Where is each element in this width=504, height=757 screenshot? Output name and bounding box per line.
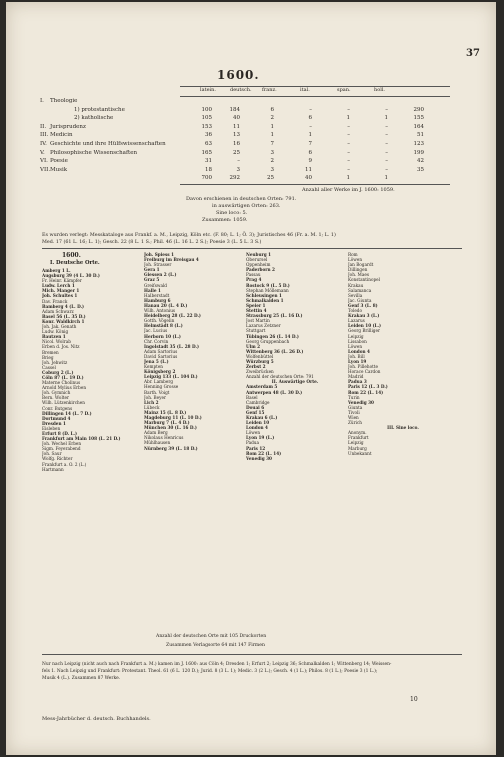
table-cell: 155 bbox=[413, 115, 424, 122]
list-item: Conr. Butgens bbox=[42, 405, 73, 411]
table-cell: 6 bbox=[308, 115, 312, 122]
table-cell: 1 bbox=[346, 175, 350, 182]
list-item: Konr. Waldkirch 1 bbox=[42, 318, 85, 324]
table-cell: 1 bbox=[308, 132, 312, 139]
list-item: Neuburg 1 bbox=[246, 252, 272, 257]
list-item: Georg Brilliger bbox=[348, 328, 380, 334]
divider bbox=[42, 654, 462, 655]
list-item: Giessen 2 (L.) bbox=[144, 272, 177, 278]
list-item: Nürnberg 39 (L. 18 D.) bbox=[144, 445, 198, 451]
row-number: III. bbox=[40, 132, 49, 139]
table-cell: – bbox=[385, 123, 388, 130]
list-item: Gera 1 bbox=[144, 267, 160, 273]
row-number: II. bbox=[40, 123, 47, 130]
col-header: latein. bbox=[200, 87, 216, 93]
list-item: Zerbst 2 bbox=[246, 364, 266, 370]
list-item: Wittenberg 36 (L. 26 D.) bbox=[246, 348, 304, 354]
row-label: Theologie bbox=[50, 98, 78, 104]
table-cell: 63 bbox=[205, 141, 212, 147]
list-item: Stephan Möllemann bbox=[246, 287, 289, 293]
table-cell: 11 bbox=[233, 123, 240, 130]
list-item: Jena 5 (L.) bbox=[144, 358, 169, 364]
list-item: Jan Bogardt bbox=[348, 262, 374, 268]
list-item: Eisleben bbox=[42, 425, 61, 431]
list-item: Joh. Pillehotte bbox=[348, 364, 378, 370]
column-total: Anzahl der deutschen Orte mit 105 Druckorten bbox=[156, 634, 267, 639]
list-item: Lübeck bbox=[144, 404, 160, 410]
list-item: Magdeburg 11 (L. 10 D.) bbox=[144, 415, 202, 420]
list-item: Herborn 10 (L.) bbox=[144, 333, 181, 339]
page-number: 37 bbox=[466, 48, 480, 59]
list-item: Lyon 19 (L.) bbox=[246, 435, 275, 441]
list-item: Jac. Giunta bbox=[348, 297, 372, 303]
table-cell: – bbox=[347, 158, 350, 165]
list-item: Ulm 2 bbox=[246, 343, 261, 349]
row-label: 1) protestantische bbox=[74, 106, 125, 113]
table-cell: – bbox=[385, 141, 388, 147]
row-number: V. bbox=[40, 149, 45, 156]
list-item: Lissabon bbox=[348, 338, 367, 344]
list-item: Wilh. Antonius bbox=[144, 308, 176, 314]
table-cell: 51 bbox=[417, 132, 424, 139]
column-1 bbox=[42, 268, 140, 634]
table-cell: 1 bbox=[384, 175, 388, 182]
table-cell: 1 bbox=[270, 132, 274, 139]
list-item: Marburg 7 (L. 4 D.) bbox=[144, 420, 190, 426]
table-cell: – bbox=[385, 106, 388, 113]
list-item: Joh. Jak. Genath bbox=[42, 324, 77, 330]
row-label: Geschichte und ihre Hülfswissenschaften bbox=[50, 141, 166, 147]
list-item: David Sartorius bbox=[144, 353, 178, 359]
list-item: Padua 3 bbox=[348, 379, 367, 385]
table-cell: 13 bbox=[233, 132, 240, 139]
list-item: Helmstädt 8 (L.) bbox=[144, 323, 183, 329]
col-header: span. bbox=[337, 87, 351, 93]
row-number: I. bbox=[40, 98, 44, 104]
list-item: Basel bbox=[246, 394, 258, 400]
list-item: Joh. Maes bbox=[348, 272, 369, 278]
list-item: Dillingen bbox=[348, 267, 368, 273]
list-item: Rom 22 (L. 14) bbox=[246, 450, 282, 456]
detail-line: Es wurden verlegt: Messkataloge aus Frankf. a. M., Leipzig, Köln etc. (F. 80; L. 1; Ö. 3); Juristisches 46 (Fr. a. M. 1; L. 1) bbox=[42, 233, 336, 238]
table-cell: 100 bbox=[201, 106, 212, 113]
col-header: ital. bbox=[300, 87, 310, 93]
list-item: Joh. Jehwitz bbox=[42, 359, 68, 365]
list-item: Dillingen 14 (L. 7 D.) bbox=[42, 410, 92, 416]
row-label: 2) katholische bbox=[74, 115, 114, 122]
list-item: Lazarus bbox=[348, 318, 365, 324]
list-item: München 30 (L. 16 D.) bbox=[144, 425, 197, 431]
list-item: Würzburg 5 bbox=[246, 358, 274, 364]
row-number: IV. bbox=[40, 141, 47, 147]
list-item: Unbekannt bbox=[348, 450, 372, 456]
list-item: Genf 3 (L. 8) bbox=[348, 302, 378, 308]
list-item: Wilh. Lützenkirchen bbox=[42, 400, 85, 406]
list-item: Oberursel bbox=[246, 257, 268, 263]
list-item: Georg Gruppenbach bbox=[246, 338, 290, 344]
footer-source: Mess-Jahrbücher d. deutsch. Buchhandels. bbox=[42, 716, 151, 722]
col-header: holl. bbox=[374, 87, 386, 93]
list-item: Bern. Wolter bbox=[42, 395, 69, 401]
table-cell: – bbox=[347, 123, 350, 130]
list-item: II. Auswärtige Orte. bbox=[271, 379, 319, 385]
table-cell: – bbox=[309, 106, 312, 113]
list-item: Mainz 15 (L. 8 D.) bbox=[144, 409, 187, 415]
row-label: Poesie bbox=[50, 158, 68, 165]
list-item: Schleusingen 1 bbox=[246, 292, 282, 298]
list-item: Frankfurt a. O. 2 (L.) bbox=[42, 461, 87, 467]
table-cell: 6 bbox=[308, 149, 312, 156]
list-item: Joh. Bill bbox=[348, 353, 365, 359]
column-year: 1600. bbox=[62, 252, 81, 259]
list-item: Löwen bbox=[348, 257, 363, 263]
list-item: Genf 15 bbox=[246, 409, 265, 415]
list-item: Bremen bbox=[42, 349, 59, 355]
list-item: Wolfg. Richter bbox=[42, 456, 73, 462]
table-rule bbox=[180, 96, 450, 97]
table-cell: 40 bbox=[305, 175, 312, 182]
list-item: Madrid bbox=[348, 374, 364, 380]
footer-line: Nur nach Leipzig (nicht auch nach Frankfurt a. M.) kamen im J. 1600: aus Cöln 4; Dresden 1; Erfurt 2; Leipzig 36; Schmalkalden 1; Wittenberg 14; Weissen- bbox=[42, 662, 392, 667]
table-cell: 2 bbox=[270, 158, 274, 165]
list-item: Halle 1 bbox=[144, 287, 161, 293]
list-item: Ingolstadt 35 (L. 28 D.) bbox=[144, 343, 199, 349]
table-cell: 105 bbox=[201, 115, 212, 122]
list-item: Tivoli bbox=[348, 409, 360, 415]
total-line: Anzahl aller Werke im J. 1600: 1059. bbox=[302, 187, 395, 193]
table-cell: 123 bbox=[413, 141, 424, 147]
list-item: Venedig 30 bbox=[348, 399, 374, 405]
list-item: III. Sine loco. bbox=[387, 425, 419, 431]
row-number: VI. bbox=[40, 158, 48, 165]
table-cell: 36 bbox=[205, 132, 212, 139]
table-cell: 2 bbox=[270, 115, 274, 122]
list-item: Joh. Strasser bbox=[144, 262, 172, 268]
list-item: Mühlhausen bbox=[144, 440, 171, 446]
list-item: Kempten bbox=[144, 364, 164, 370]
list-item: Erben d. Jos. Nitz bbox=[42, 344, 80, 350]
list-item: Coburg 2 (L.) bbox=[42, 369, 74, 375]
list-item: Jac. Lucius bbox=[144, 328, 168, 334]
list-item: Lyon 19 bbox=[348, 358, 367, 364]
list-item: Giunta bbox=[348, 404, 363, 410]
list-item: Ludw. Lerch 1 bbox=[42, 283, 75, 289]
list-item: Chr. Corvin bbox=[144, 338, 169, 344]
page bbox=[6, 2, 496, 755]
footer-line: Musik 4 (L.). Zusammen 87 Werke. bbox=[42, 676, 121, 681]
table-cell: – bbox=[237, 158, 240, 165]
list-item: Heidelberg 28 (L. 22 D.) bbox=[144, 313, 201, 319]
list-item: Frankfurt bbox=[348, 435, 369, 441]
list-item: Zweibrücken bbox=[246, 369, 274, 375]
table-cell: 35 bbox=[417, 166, 424, 173]
list-item: Joh. Schultes 1 bbox=[42, 293, 78, 299]
table-cell: 11 bbox=[305, 166, 312, 173]
list-item: Dortmund 4 bbox=[42, 415, 71, 421]
table-cell: 1 bbox=[346, 115, 350, 122]
list-item: Leipzig bbox=[348, 333, 364, 339]
list-item: Hanau 20 (L. 4 D.) bbox=[144, 302, 188, 308]
row-label: Philosophische Wissenschaften bbox=[50, 149, 138, 156]
list-item: Basel 56 (L. 35 D.) bbox=[42, 313, 86, 319]
list-item: London 4 bbox=[246, 425, 268, 431]
list-item: Joh. Gymnich bbox=[42, 390, 71, 396]
list-item: Greifswald bbox=[144, 282, 167, 288]
list-item: Bamberg 4 (L. D.) bbox=[42, 303, 85, 309]
list-item: Frankfurt am Main 108 (L. 21 D.) bbox=[42, 436, 121, 442]
list-item: Joh. Saur bbox=[42, 451, 62, 457]
list-item: Adam Sartorius bbox=[144, 348, 178, 354]
list-item: Speier 1 bbox=[246, 302, 266, 308]
list-item: Halberstadt bbox=[144, 292, 170, 298]
table-cell: 3 bbox=[236, 166, 240, 173]
list-item: Dresden 1 bbox=[42, 420, 66, 426]
table-cell: 1 bbox=[384, 115, 388, 122]
list-item: Joh. Wechel Erben bbox=[42, 441, 82, 447]
summary-line: Zusammen: 1059. bbox=[202, 217, 248, 223]
table-cell: – bbox=[385, 132, 388, 139]
table-cell: – bbox=[385, 158, 388, 165]
table-cell: 6 bbox=[270, 106, 274, 113]
summary-line: Sine loco: 5. bbox=[216, 210, 248, 216]
list-item: Douai 6 bbox=[246, 404, 265, 410]
list-item: London 4 bbox=[348, 348, 370, 354]
page-title: 1600. bbox=[217, 68, 260, 82]
list-item: Paderborn 2 bbox=[246, 267, 275, 273]
table-cell: – bbox=[347, 132, 350, 139]
list-item: Hartmann bbox=[42, 466, 64, 472]
list-item: Anzahl der deutschen Orte: 791 bbox=[246, 374, 314, 380]
list-item: Ludw. König bbox=[42, 329, 69, 335]
table-cell: 3 bbox=[270, 166, 274, 173]
list-item: Nicol. Wolrab bbox=[42, 339, 71, 345]
list-item: Sigm. Feyerabend bbox=[42, 446, 81, 452]
row-label: Medicin bbox=[50, 132, 73, 139]
list-item: Toledo bbox=[348, 308, 363, 314]
table-cell: 1 bbox=[270, 123, 274, 130]
list-item: Konstantinopel bbox=[348, 277, 380, 283]
list-item: Materne Cholinus bbox=[42, 380, 81, 386]
list-item: Stuttgart bbox=[246, 328, 266, 334]
list-item: Passau bbox=[246, 272, 261, 278]
list-item: Cassel bbox=[42, 364, 56, 370]
list-item: Amberg 1 L. bbox=[42, 268, 71, 273]
list-item: Dav. Franck bbox=[42, 298, 68, 304]
list-item: Stettin 4 bbox=[246, 308, 267, 314]
list-item: Bautzen 1 bbox=[42, 334, 66, 340]
list-item: Krakau 3 (L.) bbox=[348, 313, 380, 319]
table-cell: 199 bbox=[413, 149, 424, 156]
table-cell: 42 bbox=[417, 158, 424, 165]
list-item: Rostock 9 (L. 5 D.) bbox=[246, 282, 290, 288]
list-item: Oppenheim bbox=[246, 262, 271, 268]
row-label: Jurisprudenz bbox=[50, 123, 86, 130]
list-item: Löwen bbox=[246, 430, 261, 436]
table-cell: 31 bbox=[205, 158, 212, 165]
column-2 bbox=[144, 252, 242, 634]
row-number: VII. bbox=[40, 166, 51, 173]
list-item: Adam Berg bbox=[144, 430, 168, 436]
detail-line: Med. 17 (61 L. 16; L. 1); Gesch. 22 (8 L. 1 S.; Phil. 46 (L. 16 L. 2 S.); Poesie 3 (L. 5 L. 3 S.) bbox=[42, 240, 262, 245]
table-cell: 25 bbox=[233, 149, 240, 156]
list-item: Antwerpen 48 (L. 30 D.) bbox=[246, 389, 303, 395]
list-item: Hamburg 6 bbox=[144, 297, 171, 303]
list-item: Arnold Mylius Erben bbox=[42, 385, 87, 391]
list-item: Padua bbox=[246, 440, 259, 446]
list-item: Jost Martin bbox=[246, 318, 270, 324]
table-cell: 7 bbox=[308, 141, 312, 147]
list-item: Paris 12 (L. 3 D.) bbox=[348, 384, 388, 390]
list-item: Rom 22 (L. 14) bbox=[348, 389, 384, 395]
table-cell: 184 bbox=[229, 106, 240, 113]
list-item: Gotth. Vögelin bbox=[144, 318, 175, 324]
list-item: Graz 5 bbox=[144, 277, 160, 283]
table-cell: 165 bbox=[201, 149, 212, 156]
table-cell: 16 bbox=[233, 141, 240, 147]
list-item: Krakau bbox=[348, 282, 364, 288]
list-item: Cöln 87 (L. 19 D.) bbox=[42, 374, 84, 380]
table-cell: 292 bbox=[229, 175, 240, 182]
list-item: Fr. Heinr. Kämpfer bbox=[42, 278, 82, 284]
list-item: Rom bbox=[348, 252, 358, 257]
list-item: Abr. Lamberg bbox=[144, 379, 173, 385]
table-cell: – bbox=[347, 166, 350, 173]
list-item: Marburg bbox=[348, 445, 367, 451]
list-item: Schmalkalden 1 bbox=[246, 297, 284, 303]
row-label: Musik bbox=[50, 166, 68, 173]
list-item: Lich 2 bbox=[144, 399, 159, 405]
list-item: Venedig 30 bbox=[246, 455, 272, 461]
list-item: Henning Grosse bbox=[144, 384, 179, 390]
list-item: Lazarus Zetzner bbox=[246, 323, 281, 329]
summary-line: in auswärtigen Orten: 263. bbox=[212, 203, 281, 209]
column-total: Zusammen Verlagsorte 64 mit 147 Firmen bbox=[166, 643, 265, 648]
list-item: Joh. Beyer bbox=[144, 394, 166, 400]
table-cell: – bbox=[347, 149, 350, 156]
list-item: Strassburg 25 (L. 16 D.) bbox=[246, 313, 303, 319]
list-item: Zürich bbox=[348, 420, 362, 426]
table-cell: – bbox=[309, 123, 312, 130]
list-item: Augsburg 39 (4 L. 30 D.) bbox=[42, 273, 100, 279]
list-item: Königsberg 2 bbox=[144, 369, 176, 375]
table-cell: – bbox=[347, 106, 350, 113]
col-header: deutsch. bbox=[230, 87, 252, 93]
list-item: Turin bbox=[348, 394, 360, 400]
list-item: Nikolaus Henricus bbox=[144, 435, 184, 441]
table-cell: 3 bbox=[270, 149, 274, 156]
list-item: Salamanca bbox=[348, 287, 372, 293]
list-item: Amsterdam 5 bbox=[246, 384, 278, 390]
table-cell: 9 bbox=[308, 158, 312, 165]
col-header: franz. bbox=[262, 87, 277, 93]
table-cell: 164 bbox=[413, 123, 424, 130]
divider bbox=[42, 248, 462, 249]
list-item: Leiden 10 bbox=[246, 420, 270, 426]
table-cell: 25 bbox=[267, 175, 274, 182]
list-item: Freiburg im Breisgau 4 bbox=[144, 257, 199, 263]
list-item: Barth. Voigt bbox=[144, 389, 170, 395]
section-heading: I. Deutsche Orte. bbox=[50, 260, 100, 266]
table-header bbox=[182, 86, 448, 96]
list-item: Krakau 6 (L.) bbox=[246, 415, 278, 420]
footer-line: fels 1. Nach Leipzig und Frankfurt: Protestant. Theol. 61 (6 L. 120 D.); Jurid. 8 (3 L. 1); Medic. 3 (2 L.); Gesch. 4 (1 L.); Philos. 8 (1 L.); Poesie 3 (1 L.); bbox=[42, 669, 378, 674]
table-cell: 290 bbox=[413, 106, 424, 113]
table-cell: – bbox=[347, 141, 350, 147]
list-item: Löwen bbox=[348, 343, 363, 349]
list-item: Tübingen 26 (L. 14 D.) bbox=[246, 333, 299, 339]
column-3 bbox=[246, 252, 344, 634]
list-item: Brieg bbox=[42, 354, 54, 360]
list-item: Paris 12 bbox=[246, 445, 266, 451]
list-item: Wien bbox=[348, 415, 359, 420]
table-cell: 7 bbox=[270, 141, 274, 147]
column-4 bbox=[348, 252, 458, 634]
table-cell: 700 bbox=[201, 175, 212, 182]
signature-number: 10 bbox=[410, 696, 418, 703]
table-rule bbox=[180, 184, 450, 185]
table-cell: – bbox=[385, 149, 388, 156]
list-item: Sevilla bbox=[348, 292, 363, 298]
list-item: Horace Cardon bbox=[348, 369, 381, 375]
table-cell: 18 bbox=[205, 166, 212, 173]
table-cell: 40 bbox=[233, 115, 240, 122]
list-item: Wolfenbüttel bbox=[246, 353, 274, 359]
list-item: Erfurt 8 (D. L.) bbox=[42, 431, 77, 436]
list-item: Leipzig bbox=[348, 440, 364, 446]
summary-line: Davon erschienen in deutschen Orten: 791. bbox=[186, 196, 297, 202]
list-item: Mich. Manger 1 bbox=[42, 288, 80, 294]
table-cell: 153 bbox=[201, 123, 212, 130]
table-cell: – bbox=[385, 166, 388, 173]
list-item: Anonym. bbox=[348, 430, 367, 436]
list-item: Joh. Spiess 1 bbox=[144, 252, 175, 257]
list-item: Prag 4 bbox=[246, 277, 262, 283]
list-item: Leipzig 133 (L. 104 D.) bbox=[144, 374, 198, 380]
list-item: Cambridge bbox=[246, 399, 270, 405]
list-item: Leiden 10 (L.) bbox=[348, 323, 381, 329]
list-item: Adam Schwarz bbox=[42, 308, 74, 314]
